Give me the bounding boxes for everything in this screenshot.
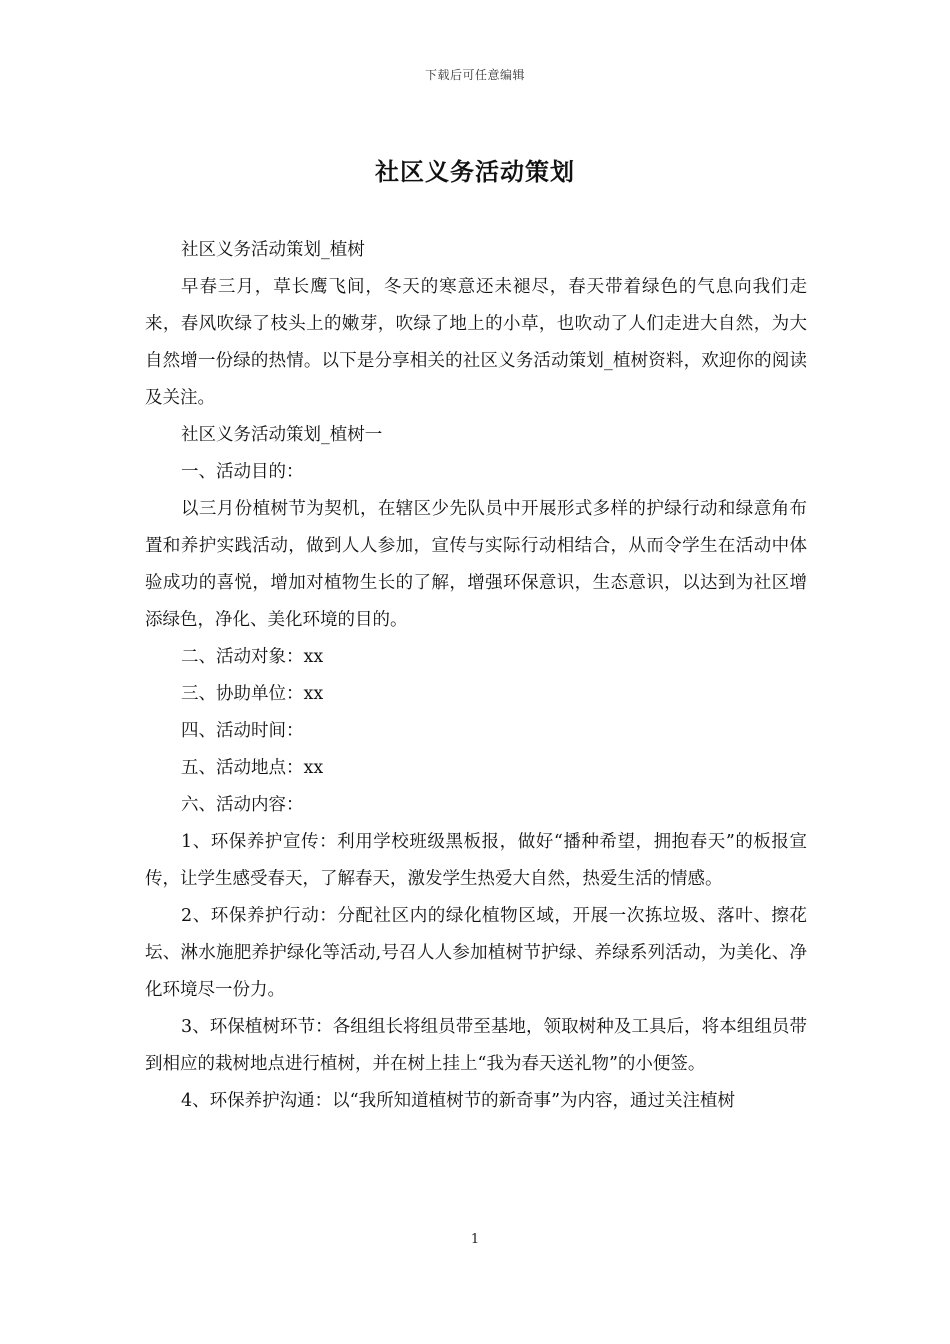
- paragraph-purpose-text: 以三月份植树节为契机，在辖区少先队员中开展形式多样的护绿行动和绿意角布置和养护实践活动，做到人人参加，宣传与实际行动相结合，从而令学生在活动中体验成功的喜悦，增加对植物生长的了解，增强环保意识，生态意识，以达到为社区增添绿色，净化、美化环境的目的。: [145, 499, 807, 630]
- paragraph-section-heading: 社区义务活动策划_植树一: [181, 425, 383, 445]
- paragraph-content-1: 1、环保养护宣传：利用学校班级黑板报，做好“播种希望，拥抱春天”的板报宣传，让学生感受春天，了解春天，激发学生热爱大自然，热爱生活的情感。: [145, 832, 807, 889]
- paragraph-item-time: 四、活动时间：: [181, 721, 304, 741]
- paragraph-subtitle: 社区义务活动策划_植树: [181, 240, 365, 260]
- document-body: [145, 232, 807, 1120]
- paragraph-content-2: 2、环保养护行动：分配社区内的绿化植物区域，开展一次拣垃圾、落叶、擦花坛、淋水施肥养护绿化等活动,号召人人参加植树节护绿、养绿系列活动，为美化、净化环境尽一份力。: [145, 906, 807, 1000]
- paragraph-item-content: 六、活动内容：: [181, 795, 304, 815]
- paragraph-content-4: 4、环保养护沟通：以“我所知道植树节的新奇事”为内容，通过关注植树: [181, 1091, 736, 1111]
- paragraph-intro: 早春三月，草长鹰飞间，冬天的寒意还未褪尽，春天带着绿色的气息向我们走来，春风吹绿了枝头上的嫩芽，吹绿了地上的小草，也吹动了人们走进大自然，为大自然增一份绿的热情。以下是分享相关的社区义务活动策划_植树资料，欢迎你的阅读及关注。: [145, 277, 807, 408]
- paragraph-item-location: 五、活动地点：xx: [181, 758, 324, 778]
- paragraph-item-target: 二、活动对象：xx: [181, 647, 324, 667]
- paragraph-content-3: 3、环保植树环节：各组组长将组员带至基地，领取树种及工具后，将本组组员带到相应的栽树地点进行植树，并在树上挂上“我为春天送礼物”的小便签。: [145, 1017, 807, 1074]
- paragraph-item-partner: 三、协助单位：xx: [181, 684, 324, 704]
- page-number: 1: [470, 1232, 480, 1247]
- document-title: 社区义务活动策划: [375, 157, 575, 186]
- header-note: 下载后可任意编辑: [424, 68, 525, 82]
- paragraph-item-purpose: 一、活动目的：: [181, 462, 304, 482]
